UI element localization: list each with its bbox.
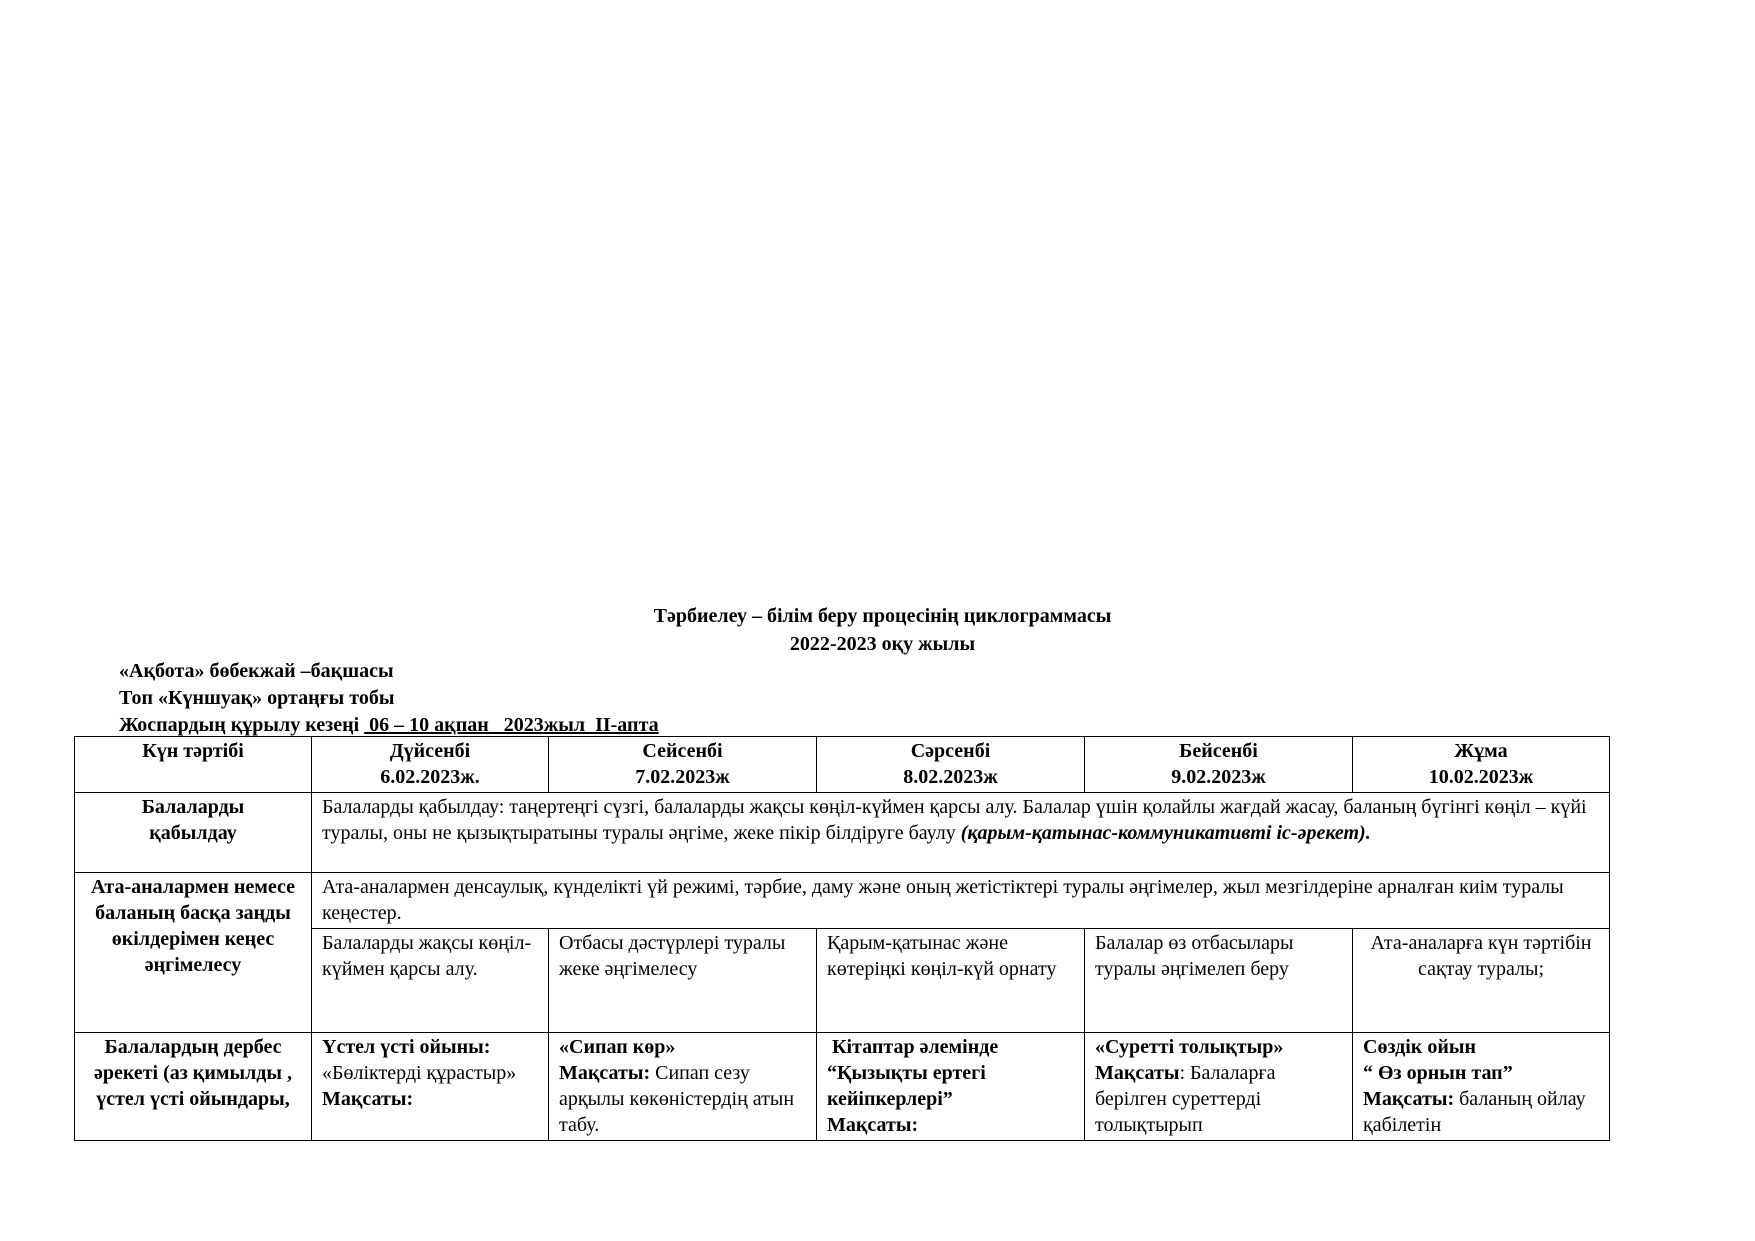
header-cell-day-1	[312, 737, 549, 793]
activity-title: Сөздік ойын	[1363, 1036, 1476, 1058]
row-label-parents: Ата-аналармен немесе баланың басқа заңды өкілдерімен кеңес әңгімелесу	[75, 873, 312, 1033]
reception-text: Балаларды қабылдау: таңертеңгі сүзгі, балаларды жақсы көңіл-күймен қарсы алу. Балалар үшін қолайлы жағдай жасау, баланың бүгінгі көңіл – күйі туралы, оны не қызықтыратыны туралы әңгіме, жеке пікір білдіруге баулу	[322, 796, 1587, 844]
activity-goal-text: баланың ойлау қабілетін	[1363, 1088, 1586, 1136]
header-cell-day-3	[817, 737, 1085, 793]
row-label-line: қабылдау	[149, 822, 237, 844]
day-date: 7.02.2023ж	[635, 766, 730, 788]
day-date: 10.02.2023ж	[1428, 766, 1534, 788]
activity-goal-text: : Балаларға берілген суреттерді толықтырып	[1095, 1062, 1276, 1136]
parents-general-text: Ата-аналармен денсаулық, күнделікті үй режимі, тәрбие, даму және оның жетістіктері туралы әңгімелер, жыл мезгілдеріне арналған киім туралы кеңестер.	[312, 873, 1610, 929]
reception-activity-type: (қарым-қатынас-коммуникативті іс-әрекет).	[960, 822, 1371, 844]
header-cell-day-4	[1085, 737, 1353, 793]
activity-title: «Сипап көр»	[559, 1036, 676, 1058]
activity-day-4-content	[1095, 1034, 1342, 1138]
day-name: Сәрсенбі	[910, 740, 991, 762]
activity-goal-label: Мақсаты	[1095, 1062, 1180, 1084]
plan-period	[119, 712, 659, 739]
activity-day-1	[312, 1033, 549, 1141]
day-name: Бейсенбі	[1179, 740, 1258, 762]
activity-name: “ Өз орнын тап”	[1363, 1062, 1513, 1084]
parents-day-5: Ата-аналарға күн тәртібін сақтау туралы;	[1353, 929, 1610, 1033]
row-label-activity	[75, 1033, 312, 1141]
activity-title: Кітаптар әлемінде	[827, 1036, 999, 1058]
table-row-reception	[75, 793, 1610, 873]
group-name: Топ «Күншуақ» ортаңғы тобы	[119, 687, 395, 709]
header-label-schedule: Күн тәртібі	[142, 740, 244, 762]
document-title: Тәрбиелеу – білім беру процесінің циклограммасы	[653, 605, 1112, 627]
header-cell-day-5	[1353, 737, 1610, 793]
day-date: 6.02.2023ж.	[380, 766, 480, 788]
activity-day-3-content	[827, 1034, 1074, 1138]
header-cell-day-2	[549, 737, 817, 793]
day-date: 8.02.2023ж	[903, 766, 998, 788]
parents-day-4: Балалар өз отбасылары туралы әңгімелеп беру	[1085, 929, 1353, 1033]
activity-day-3	[817, 1033, 1085, 1141]
activity-day-5	[1353, 1033, 1610, 1141]
activity-day-4	[1085, 1033, 1353, 1141]
activity-goal-label: Мақсаты:	[827, 1114, 919, 1136]
row-label-line: Балаларды	[141, 796, 245, 818]
day-name: Жұма	[1454, 740, 1508, 762]
activity-goal-label: Мақсаты:	[322, 1088, 414, 1110]
schedule-table	[74, 736, 1610, 1141]
parents-day-1: Балаларды жақсы көңіл- күймен қарсы алу.	[312, 929, 549, 1033]
day-name: Сейсенбі	[642, 740, 723, 762]
day-date: 9.02.2023ж	[1171, 766, 1266, 788]
table-row-parents	[75, 873, 1610, 929]
document-meta	[119, 658, 659, 739]
activity-goal-label: Мақсаты:	[559, 1062, 651, 1084]
activity-title: «Суретті толықтыр»	[1095, 1036, 1284, 1058]
document-header	[0, 602, 1755, 658]
activity-name: “Қызықты ертегі кейіпкерлері”	[827, 1062, 986, 1110]
row-label-activity-text: Балалардың дербес әрекеті (аз қимылды , үстел үсті ойындары,	[93, 1036, 293, 1110]
table-header-row	[75, 737, 1610, 793]
day-name: Дүйсенбі	[389, 740, 471, 762]
plan-period-value: 06 – 10 ақпан 2023жыл ІІ-апта	[364, 714, 659, 736]
activity-name: «Бөліктерді құрастыр»	[322, 1062, 517, 1084]
table-row-activity	[75, 1033, 1610, 1141]
reception-description	[312, 793, 1610, 873]
activity-goal-label: Мақсаты:	[1363, 1088, 1455, 1110]
kindergarten-name: «Ақбота» бөбекжай –бақшасы	[119, 660, 394, 682]
parents-day-3: Қарым-қатынас және көтеріңкі көңіл-күй орнату	[817, 929, 1085, 1033]
academic-year: 2022-2023 оқу жылы	[789, 633, 976, 655]
activity-day-2	[549, 1033, 817, 1141]
header-cell-schedule	[75, 737, 312, 793]
activity-goal-text: Сипап сезу арқылы көкөністердің атын табу.	[559, 1062, 795, 1136]
parents-day-2: Отбасы дәстүрлері туралы жеке әңгімелесу	[549, 929, 817, 1033]
row-label-reception	[75, 793, 312, 873]
activity-day-2-content	[559, 1034, 806, 1138]
activity-day-1-content	[322, 1034, 538, 1138]
activity-title: Үстел үсті ойыны:	[322, 1036, 491, 1058]
activity-day-5-content	[1363, 1034, 1599, 1138]
plan-period-label: Жоспардың құрылу кезеңі	[119, 714, 365, 736]
